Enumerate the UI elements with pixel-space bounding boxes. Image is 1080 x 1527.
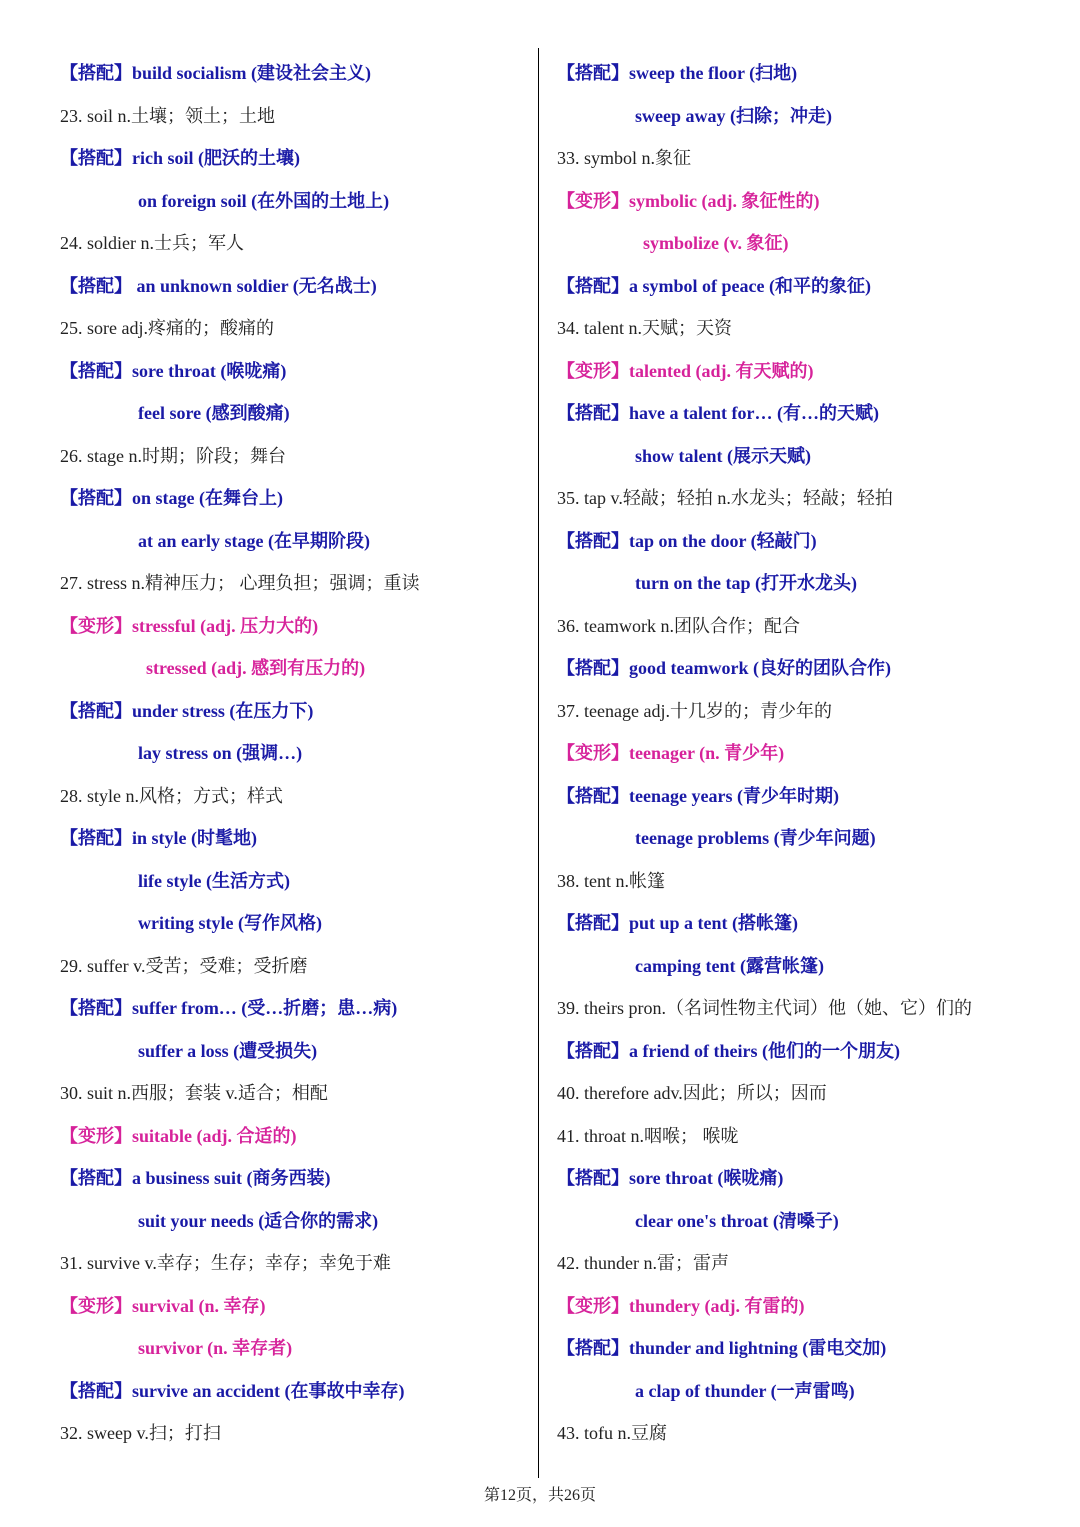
column-divider xyxy=(538,48,539,1478)
collocation-line: turn on the tap (打开水龙头) xyxy=(635,573,858,593)
vocab-entry: 31. survive v.幸存；生存；幸存；幸免于难 xyxy=(60,1253,391,1273)
collocation-line: 【搭配】tap on the door (轻敲门) xyxy=(557,530,817,551)
collocation-line: 【搭配】put up a tent (搭帐篷) xyxy=(557,913,799,933)
collocation-line: on foreign soil (在外国的土地上) xyxy=(138,190,390,211)
collocation-line: a clap of thunder (一声雷鸣) xyxy=(635,1380,855,1401)
collocation-line: 【搭配】on stage (在舞台上) xyxy=(60,488,283,508)
collocation-line: 【搭配】rich soil (肥沃的土壤) xyxy=(60,148,300,168)
vocab-entry: 36. teamwork n.团队合作；配合 xyxy=(557,615,800,636)
collocation-line: 【搭配】sweep the floor (扫地) xyxy=(557,63,798,83)
collocation-line: camping tent (露营帐篷) xyxy=(635,955,824,976)
variant-line: symbolize (v. 象征) xyxy=(643,233,789,253)
right-column xyxy=(557,52,1057,1455)
collocation-line: 【搭配】have a talent for… (有…的天赋) xyxy=(557,403,879,423)
collocation-line: 【搭配】good teamwork (良好的团队合作) xyxy=(557,658,891,678)
vocab-entry: 35. tap v.轻敲；轻拍 n.水龙头；轻敲；轻拍 xyxy=(557,488,893,508)
collocation-line: 【搭配】sore throat (喉咙痛) xyxy=(60,360,287,381)
collocation-line: 【搭配】a friend of theirs (他们的一个朋友) xyxy=(557,1040,900,1061)
collocation-line: suffer a loss (遭受损失) xyxy=(138,1040,318,1061)
variant-line: 【变形】survival (n. 幸存) xyxy=(60,1295,266,1316)
variant-line: stressed (adj. 感到有压力的) xyxy=(146,658,366,678)
vocab-entry: 29. suffer v.受苦；受难；受折磨 xyxy=(60,955,308,976)
collocation-line: suit your needs (适合你的需求) xyxy=(138,1210,379,1231)
collocation-line: sweep away (扫除；冲走) xyxy=(635,105,832,126)
collocation-line: 【搭配】in style (时髦地) xyxy=(60,828,257,848)
variant-line: 【变形】talented (adj. 有天赋的) xyxy=(557,360,814,381)
variant-line: 【变形】teenager (n. 青少年) xyxy=(557,743,785,763)
collocation-line: 【搭配】teenage years (青少年时期) xyxy=(557,785,839,806)
collocation-line: 【搭配】survive an accident (在事故中幸存) xyxy=(60,1380,405,1401)
collocation-line: 【搭配】a symbol of peace (和平的象征) xyxy=(557,275,871,296)
variant-line: 【变形】thundery (adj. 有雷的) xyxy=(557,1295,805,1316)
variant-line: survivor (n. 幸存者) xyxy=(138,1338,293,1358)
collocation-line: 【搭配】sore throat (喉咙痛) xyxy=(557,1168,784,1188)
collocation-line: teenage problems (青少年问题) xyxy=(635,828,876,848)
collocation-line: lay stress on (强调…) xyxy=(138,743,303,763)
vocab-entry: 39. theirs pron.（名词性物主代词）他（她、它）们的 xyxy=(557,998,972,1018)
collocation-line: 【搭配】under stress (在压力下) xyxy=(60,700,314,721)
collocation-line: at an early stage (在早期阶段) xyxy=(138,530,370,551)
vocab-entry: 34. talent n.天赋；天资 xyxy=(557,318,732,338)
vocab-entry: 43. tofu n.豆腐 xyxy=(557,1423,667,1443)
variant-line: 【变形】symbolic (adj. 象征性的) xyxy=(557,190,820,211)
collocation-line: life style (生活方式) xyxy=(138,870,290,891)
collocation-line: writing style (写作风格) xyxy=(138,913,322,933)
vocab-entry: 26. stage n.时期；阶段；舞台 xyxy=(60,445,286,466)
vocab-entry: 27. stress n.精神压力； 心理负担；强调；重读 xyxy=(60,573,420,593)
variant-line: 【变形】suitable (adj. 合适的) xyxy=(60,1125,297,1146)
vocab-entry: 40. therefore adv.因此；所以；因而 xyxy=(557,1083,827,1103)
vocab-entry: 33. symbol n.象征 xyxy=(557,148,692,168)
vocab-entry: 37. teenage adj.十几岁的；青少年的 xyxy=(557,700,832,721)
collocation-line: clear one's throat (清嗓子) xyxy=(635,1210,839,1231)
collocation-line: show talent (展示天赋) xyxy=(635,445,811,466)
vocab-entry: 24. soldier n.士兵；军人 xyxy=(60,233,244,253)
vocab-entry: 23. soil n.土壤；领土；土地 xyxy=(60,105,276,126)
vocab-entry: 32. sweep v.扫；打扫 xyxy=(60,1423,221,1443)
collocation-line: 【搭配】thunder and lightning (雷电交加) xyxy=(557,1338,887,1358)
page-number: 第12页，共26页 xyxy=(483,1487,596,1504)
collocation-line: 【搭配】suffer from… (受…折磨；患…病) xyxy=(60,998,398,1018)
vocab-entry: 38. tent n.帐篷 xyxy=(557,870,665,891)
collocation-line: 【搭配】build socialism (建设社会主义) xyxy=(60,63,372,83)
left-column xyxy=(60,52,530,1455)
vocab-entry: 30. suit n.西服；套装 v.适合；相配 xyxy=(60,1083,328,1103)
variant-line: 【变形】stressful (adj. 压力大的) xyxy=(60,615,319,636)
vocab-entry: 42. thunder n.雷；雷声 xyxy=(557,1253,729,1273)
vocab-entry: 28. style n.风格；方式；样式 xyxy=(60,785,283,806)
vocab-entry: 25. sore adj.疼痛的；酸痛的 xyxy=(60,318,274,338)
collocation-line: 【搭配】 an unknown soldier (无名战士) xyxy=(60,275,377,296)
collocation-line: 【搭配】a business suit (商务西装) xyxy=(60,1168,331,1188)
vocab-entry: 41. throat n.咽喉； 喉咙 xyxy=(557,1125,739,1146)
collocation-line: feel sore (感到酸痛) xyxy=(138,403,290,423)
